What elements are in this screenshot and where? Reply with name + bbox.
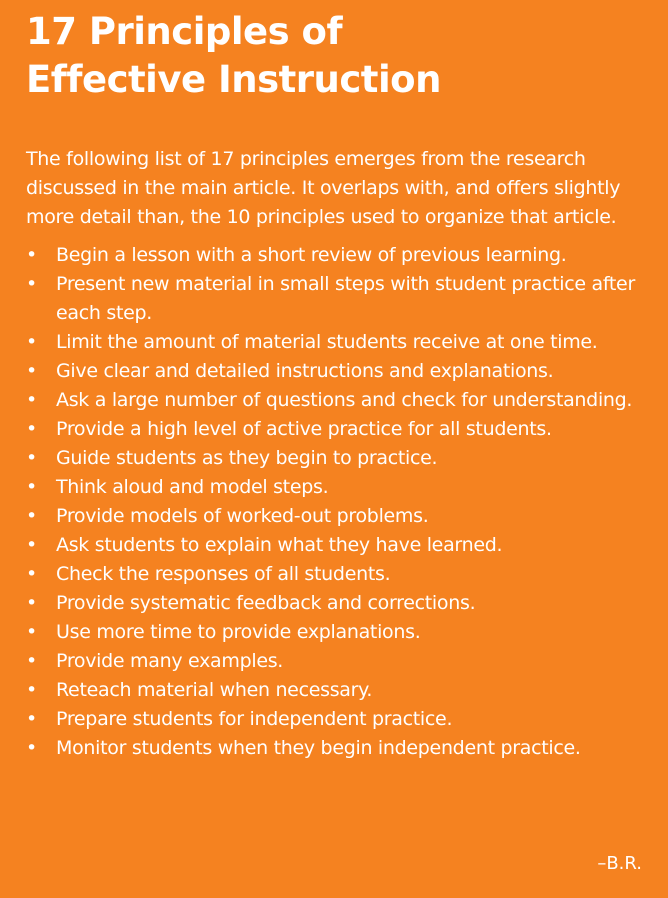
list-item <box>26 328 642 357</box>
bullet-icon: • <box>26 447 37 469</box>
list-item <box>26 734 642 763</box>
list-item <box>26 386 642 415</box>
page-title <box>26 8 642 104</box>
list-item <box>26 647 642 676</box>
intro-paragraph: The following list of 17 principles emerges from the research discussed in the main article. It overlaps with, and offers slightly more detail than, the 10 principles used to organize that article. <box>26 148 621 228</box>
list-item <box>26 444 642 473</box>
bullet-icon: • <box>26 476 37 498</box>
list-item-text: Check the responses of all students. <box>56 563 391 585</box>
list-item-text: Use more time to provide explanations. <box>56 621 421 643</box>
list-item-text: Ask a large number of questions and check for understanding. <box>56 389 633 411</box>
list-item-text: Begin a lesson with a short review of previous learning. <box>56 244 567 266</box>
list-item <box>26 241 642 270</box>
list-item <box>26 357 642 386</box>
list-item-text: Ask students to explain what they have learned. <box>56 534 503 556</box>
bullet-icon: • <box>26 244 37 266</box>
bullet-icon: • <box>26 708 37 730</box>
list-item-text: Guide students as they begin to practice. <box>56 447 438 469</box>
list-item-text: Think aloud and model steps. <box>56 476 329 498</box>
bullet-icon: • <box>26 650 37 672</box>
bullet-icon: • <box>26 331 37 353</box>
list-item <box>26 705 642 734</box>
list-item <box>26 589 642 618</box>
list-item <box>26 618 642 647</box>
author-signature: –B.R. <box>597 853 642 874</box>
bullet-icon: • <box>26 360 37 382</box>
bullet-icon: • <box>26 737 37 759</box>
bullet-icon: • <box>26 389 37 411</box>
list-item-text: Provide models of worked-out problems. <box>56 505 429 527</box>
list-item <box>26 502 642 531</box>
bullet-icon: • <box>26 621 37 643</box>
principles-list <box>26 241 642 763</box>
list-item <box>26 473 642 502</box>
list-item-text: Give clear and detailed instructions and explanations. <box>56 360 554 382</box>
list-item <box>26 531 642 560</box>
bullet-icon: • <box>26 563 37 585</box>
bullet-icon: • <box>26 534 37 556</box>
list-item-text: Monitor students when they begin independent practice. <box>56 737 581 759</box>
bullet-icon: • <box>26 418 37 440</box>
list-item <box>26 415 642 444</box>
list-item <box>26 560 642 589</box>
list-item-text: Provide a high level of active practice for all students. <box>56 418 552 440</box>
bullet-icon: • <box>26 505 37 527</box>
bullet-icon: • <box>26 679 37 701</box>
bullet-icon: • <box>26 273 37 295</box>
list-item-text: Present new material in small steps with student practice after each step. <box>56 273 635 324</box>
list-item-text: Provide many examples. <box>56 650 284 672</box>
title-line-1: 17 Principles of <box>26 10 343 53</box>
list-item <box>26 676 642 705</box>
list-item <box>26 270 642 328</box>
title-line-2: Effective Instruction <box>26 58 441 101</box>
bullet-icon: • <box>26 592 37 614</box>
list-item-text: Reteach material when necessary. <box>56 679 373 701</box>
list-item-text: Limit the amount of material students receive at one time. <box>56 331 598 353</box>
list-item-text: Provide systematic feedback and corrections. <box>56 592 476 614</box>
list-item-text: Prepare students for independent practice. <box>56 708 453 730</box>
